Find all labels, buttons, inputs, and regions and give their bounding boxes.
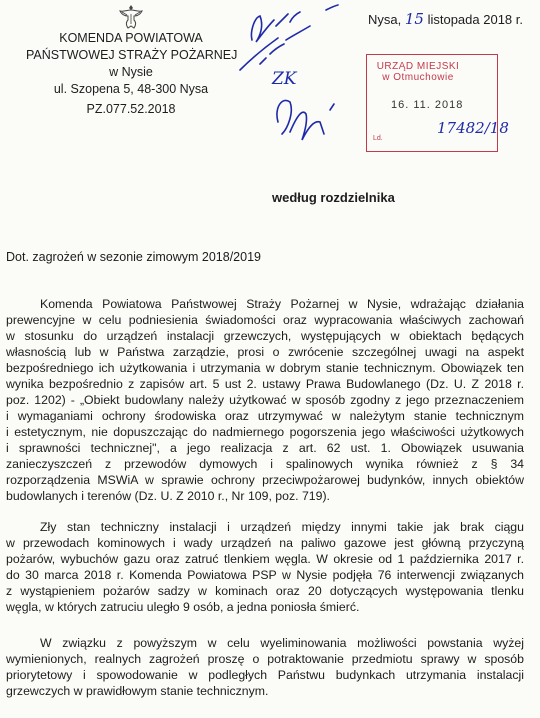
paragraph-line: Zły stan techniczny instalacji i urządzeń między innymi takie jak brak ciągu xyxy=(40,520,524,534)
paragraph-line: rozporządzenia MSWiA w sprawie ochrony przeciwpożarowej budynków, innych obiektów xyxy=(6,473,524,487)
stamp-number-label: Ld. xyxy=(373,135,383,142)
place-date xyxy=(368,10,523,28)
paragraph-line: z wystąpieniem pożarów sadzy w kominach oraz 20 dotyczących występowania tlenku xyxy=(6,584,524,598)
paragraph-line: węgla, w których zatruciu uległo 9 osób, a jedna poniosła śmierć. xyxy=(6,600,360,614)
paragraph-line: poz. 1202) - „Obiekt budowlany należy użytkować w sposób zgodny z jego przeznaczeniem xyxy=(6,393,524,407)
paragraph-line: pożarów, wybuchów gazu oraz zatruć tlenkiem węgla. W okresie od 1 października 2017 r. xyxy=(6,552,524,566)
paragraph-1 xyxy=(6,296,524,504)
sender-line-4: ul. Szopena 5, 48-300 Nysa xyxy=(53,82,209,96)
stamp-date: 16. 11. 2018 xyxy=(391,99,464,111)
sender-reference: PZ.077.52.2018 xyxy=(86,102,176,116)
paragraph-line: i estetycznym, nie dopuszczając do nadmiernego pogorszenia jego właściwości użytkowych xyxy=(6,425,524,439)
sender-address xyxy=(26,30,236,118)
paragraph-3 xyxy=(6,635,524,699)
paragraph-line: grzewczych w prawidłowym stanie technicznym. xyxy=(6,684,269,698)
paragraph-line: w stosunku do urządzeń instalacji grzewczych, występujących w obiektach będących xyxy=(6,329,524,343)
paragraph-line: własnością lub w Państwa zarządzie, prosi o zwrócenie szczególnej uwagi na aspekt xyxy=(6,345,524,359)
stamp-office-line-2: w Otmuchowie xyxy=(382,72,454,83)
paragraph-line: do 30 marca 2018 r. Komenda Powiatowa PSP w Nysie podjęła 76 interwencji związanych xyxy=(6,568,524,582)
date-rest: listopada 2018 r. xyxy=(427,12,523,27)
paragraph-line: wynika bezpośrednio z zapisów art. 5 ust 2. ustawy Prawa Budowlanego (Dz. U. Z 2018 r. xyxy=(6,377,524,391)
stamp-number-handwritten: 17482/18 xyxy=(437,119,509,137)
date-day-handwritten: 15 xyxy=(404,10,424,28)
sender-line-3: w Nysie xyxy=(109,65,153,79)
paragraph-line: budowlanych i terenów (Dz. U. Z 2010 r., Nr 109, poz. 719). xyxy=(6,489,330,503)
sender-line-2: PAŃSTWOWEJ STRAŻY POŻARNEJ xyxy=(26,48,238,62)
place: Nysa, xyxy=(368,12,402,27)
paragraph-line: wymienionych, realnych zagrożeń proszę o potraktowanie przedmiotu sprawy w sposób xyxy=(6,652,524,666)
registry-stamp xyxy=(366,54,509,152)
recipient: według rozdzielnika xyxy=(272,190,395,205)
sender-line-1: KOMENDA POWIATOWA xyxy=(59,31,203,45)
paragraph-line: i wymaganiami ochrony środowiska oraz utrzymywać w należytym stanie technicznym xyxy=(6,409,524,423)
paragraph-line: W związku z powyższym w celu wyeliminowania możliwości powstania wyżej xyxy=(40,636,524,650)
handwritten-note: ZK xyxy=(272,69,297,89)
handwritten-signature xyxy=(230,4,380,164)
paragraph-line: bezpośredniego ich użytkowania i utrzymania w dobrym stanie technicznym. Obowiązek ten xyxy=(6,361,524,375)
eagle-emblem-icon xyxy=(118,2,144,32)
paragraph-line: priorytetowy i spowodowanie w podległych Państwu budynkach utrzymania instalacji xyxy=(6,668,524,682)
paragraph-line: prewencyjne w celu podniesienia świadomości oraz wypracowania właściwych zachowań xyxy=(6,313,524,327)
paragraph-line: zanieczyszczeń z przewodów dymowych i spalinowych wynika również z § 34 xyxy=(6,457,524,471)
paragraph-line: i sprawności technicznej", a jego realizacja z art. 62 ust. 1. Obowiązek usuwania xyxy=(6,441,524,455)
paragraph-2 xyxy=(6,519,524,615)
paragraph-line: Komenda Powiatowa Państwowej Straży Pożarnej w Nysie, wdrażając działania xyxy=(40,297,524,311)
stamp-office-line-1: URZĄD MIEJSKI xyxy=(376,61,460,72)
paragraph-line: w przewodach kominowych i wady urządzeń na paliwo gazowe jest główną przyczyną xyxy=(6,536,524,550)
subject-line: Dot. zagrożeń w sezonie zimowym 2018/2019 xyxy=(6,250,261,264)
stamp-office-name xyxy=(375,61,461,83)
